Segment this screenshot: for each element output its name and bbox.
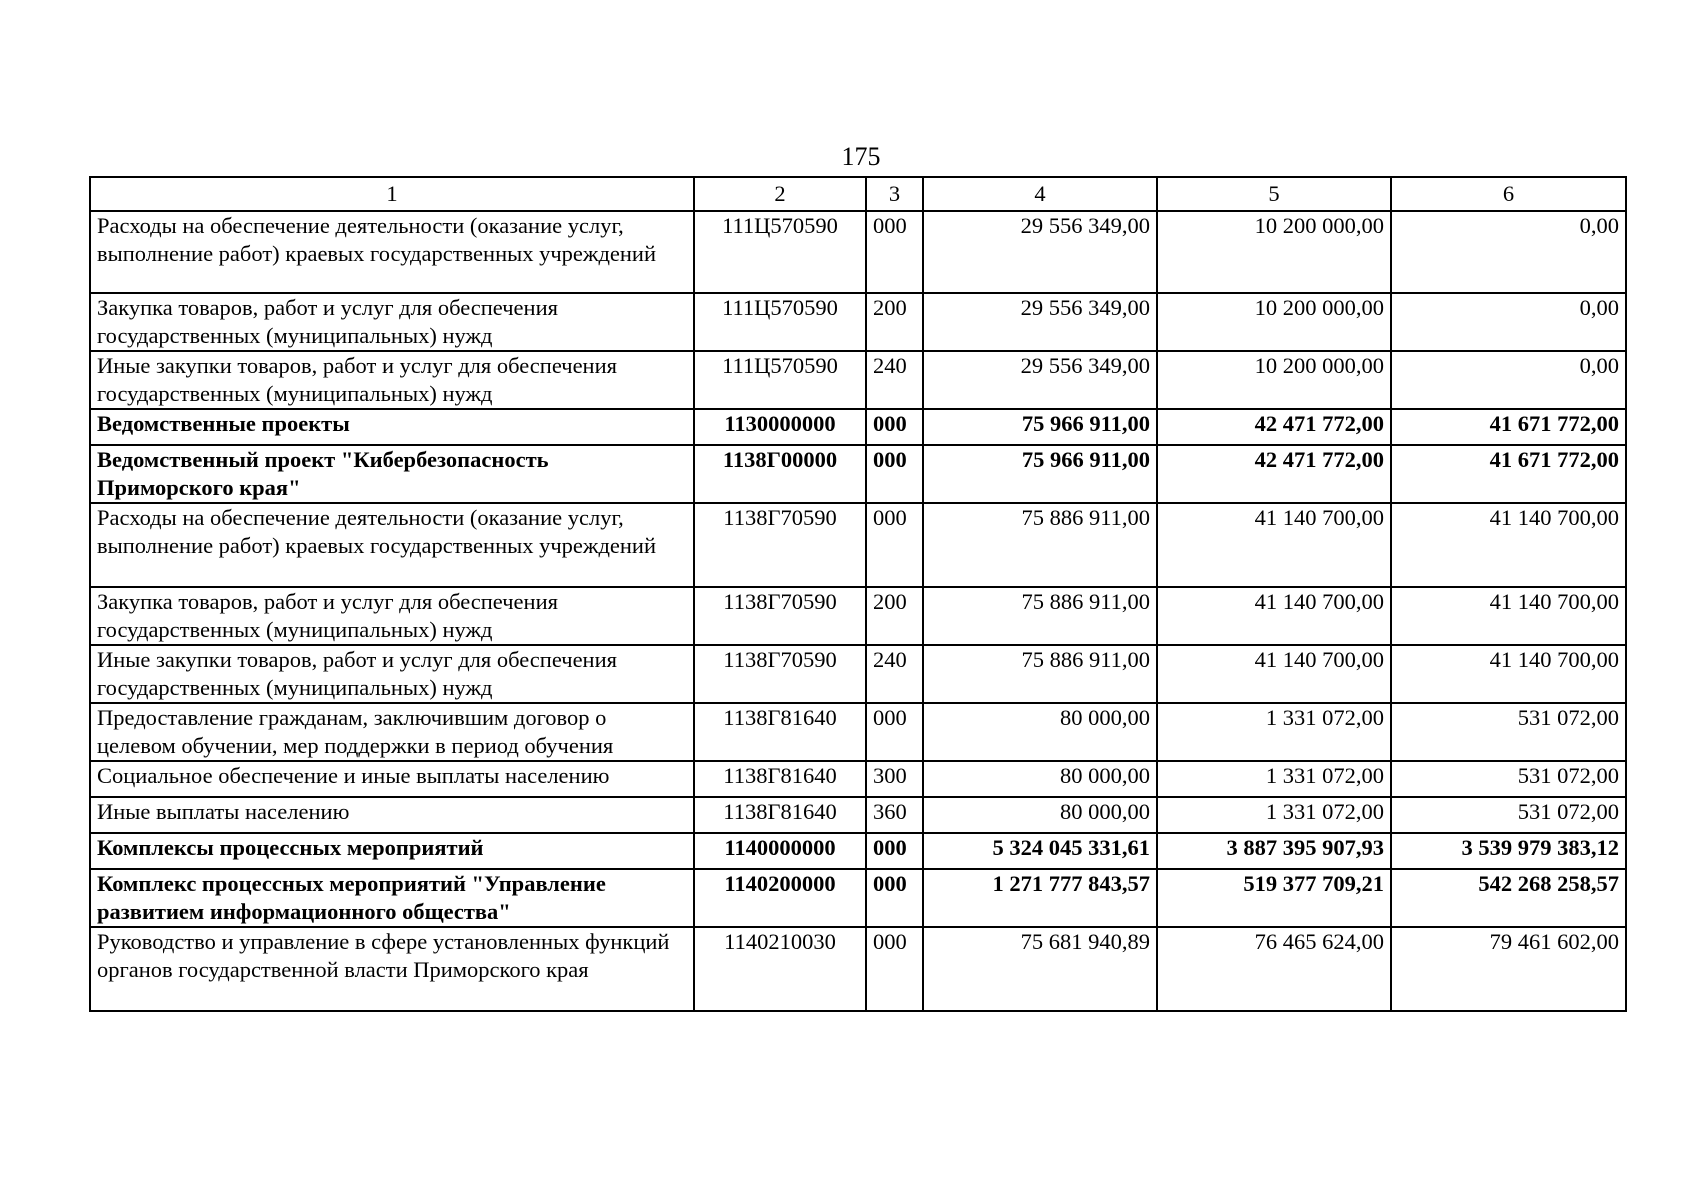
row-kvr: 300 bbox=[866, 761, 923, 797]
row-value-5: 3 887 395 907,93 bbox=[1157, 833, 1391, 869]
row-name: Предоставление гражданам, заключившим договор о целевом обучении, мер поддержки в период обучения bbox=[90, 703, 694, 761]
row-value-5: 41 140 700,00 bbox=[1157, 503, 1391, 587]
row-value-6: 0,00 bbox=[1391, 293, 1626, 351]
row-value-6: 41 140 700,00 bbox=[1391, 587, 1626, 645]
row-value-5: 10 200 000,00 bbox=[1157, 293, 1391, 351]
table-row bbox=[90, 211, 1626, 293]
row-kvr: 360 bbox=[866, 797, 923, 833]
row-value-5: 519 377 709,21 bbox=[1157, 869, 1391, 927]
row-value-4: 75 886 911,00 bbox=[923, 503, 1157, 587]
row-value-4: 75 681 940,89 bbox=[923, 927, 1157, 1011]
row-value-4: 29 556 349,00 bbox=[923, 211, 1157, 293]
row-code: 1140210030 bbox=[694, 927, 866, 1011]
row-code: 1140000000 bbox=[694, 833, 866, 869]
row-value-4: 29 556 349,00 bbox=[923, 351, 1157, 409]
row-value-4: 80 000,00 bbox=[923, 797, 1157, 833]
row-name: Расходы на обеспечение деятельности (оказание услуг, выполнение работ) краевых государственных учреждений bbox=[90, 503, 694, 587]
row-name: Иные выплаты населению bbox=[90, 797, 694, 833]
row-value-5: 10 200 000,00 bbox=[1157, 351, 1391, 409]
row-value-5: 1 331 072,00 bbox=[1157, 797, 1391, 833]
row-value-4: 80 000,00 bbox=[923, 761, 1157, 797]
row-value-4: 75 886 911,00 bbox=[923, 587, 1157, 645]
row-value-5: 10 200 000,00 bbox=[1157, 211, 1391, 293]
row-code: 1138Г70590 bbox=[694, 645, 866, 703]
column-header-1: 1 bbox=[90, 177, 694, 211]
row-kvr: 200 bbox=[866, 587, 923, 645]
table-row bbox=[90, 409, 1626, 445]
table-row bbox=[90, 869, 1626, 927]
column-header-5: 5 bbox=[1157, 177, 1391, 211]
table-row bbox=[90, 703, 1626, 761]
table-header-row bbox=[90, 177, 1626, 211]
row-name: Расходы на обеспечение деятельности (оказание услуг, выполнение работ) краевых государственных учреждений bbox=[90, 211, 694, 293]
row-value-4: 5 324 045 331,61 bbox=[923, 833, 1157, 869]
table-row bbox=[90, 761, 1626, 797]
row-value-6: 41 140 700,00 bbox=[1391, 645, 1626, 703]
row-value-4: 80 000,00 bbox=[923, 703, 1157, 761]
row-value-6: 542 268 258,57 bbox=[1391, 869, 1626, 927]
row-value-4: 75 966 911,00 bbox=[923, 445, 1157, 503]
row-value-5: 76 465 624,00 bbox=[1157, 927, 1391, 1011]
row-value-6: 0,00 bbox=[1391, 211, 1626, 293]
row-value-4: 75 886 911,00 bbox=[923, 645, 1157, 703]
row-name: Закупка товаров, работ и услуг для обеспечения государственных (муниципальных) нужд bbox=[90, 587, 694, 645]
row-value-6: 41 671 772,00 bbox=[1391, 409, 1626, 445]
row-kvr: 000 bbox=[866, 503, 923, 587]
row-value-5: 41 140 700,00 bbox=[1157, 587, 1391, 645]
row-value-5: 42 471 772,00 bbox=[1157, 409, 1391, 445]
row-value-5: 1 331 072,00 bbox=[1157, 703, 1391, 761]
table-row bbox=[90, 351, 1626, 409]
row-value-4: 1 271 777 843,57 bbox=[923, 869, 1157, 927]
row-code: 1130000000 bbox=[694, 409, 866, 445]
row-code: 1138Г81640 bbox=[694, 703, 866, 761]
row-kvr: 240 bbox=[866, 351, 923, 409]
row-code: 111Ц570590 bbox=[694, 293, 866, 351]
row-kvr: 000 bbox=[866, 869, 923, 927]
row-kvr: 000 bbox=[866, 927, 923, 1011]
table-row bbox=[90, 833, 1626, 869]
table-row bbox=[90, 797, 1626, 833]
row-code: 1140200000 bbox=[694, 869, 866, 927]
row-kvr: 000 bbox=[866, 211, 923, 293]
row-name: Руководство и управление в сфере установленных функций органов государственной власти Приморского края bbox=[90, 927, 694, 1011]
row-value-6: 41 140 700,00 bbox=[1391, 503, 1626, 587]
row-value-6: 79 461 602,00 bbox=[1391, 927, 1626, 1011]
row-kvr: 240 bbox=[866, 645, 923, 703]
row-value-6: 0,00 bbox=[1391, 351, 1626, 409]
row-value-5: 1 331 072,00 bbox=[1157, 761, 1391, 797]
row-code: 1138Г81640 bbox=[694, 761, 866, 797]
row-name: Комплекс процессных мероприятий "Управление развитием информационного общества" bbox=[90, 869, 694, 927]
row-value-6: 3 539 979 383,12 bbox=[1391, 833, 1626, 869]
row-kvr: 000 bbox=[866, 409, 923, 445]
row-name: Ведомственные проекты bbox=[90, 409, 694, 445]
row-value-6: 531 072,00 bbox=[1391, 703, 1626, 761]
row-name: Комплексы процессных мероприятий bbox=[90, 833, 694, 869]
table-row bbox=[90, 503, 1626, 587]
row-kvr: 200 bbox=[866, 293, 923, 351]
row-code: 1138Г00000 bbox=[694, 445, 866, 503]
row-value-4: 29 556 349,00 bbox=[923, 293, 1157, 351]
row-value-5: 42 471 772,00 bbox=[1157, 445, 1391, 503]
table-row bbox=[90, 445, 1626, 503]
row-code: 111Ц570590 bbox=[694, 211, 866, 293]
row-kvr: 000 bbox=[866, 703, 923, 761]
row-value-4: 75 966 911,00 bbox=[923, 409, 1157, 445]
table-row bbox=[90, 927, 1626, 1011]
row-name: Закупка товаров, работ и услуг для обеспечения государственных (муниципальных) нужд bbox=[90, 293, 694, 351]
row-name: Иные закупки товаров, работ и услуг для обеспечения государственных (муниципальных) нужд bbox=[90, 645, 694, 703]
table-row bbox=[90, 293, 1626, 351]
column-header-4: 4 bbox=[923, 177, 1157, 211]
row-name: Ведомственный проект "Кибербезопасность Приморского края" bbox=[90, 445, 694, 503]
row-name: Иные закупки товаров, работ и услуг для обеспечения государственных (муниципальных) нужд bbox=[90, 351, 694, 409]
column-header-3: 3 bbox=[866, 177, 923, 211]
row-value-6: 531 072,00 bbox=[1391, 761, 1626, 797]
row-name: Социальное обеспечение и иные выплаты населению bbox=[90, 761, 694, 797]
column-header-6: 6 bbox=[1391, 177, 1626, 211]
column-header-2: 2 bbox=[694, 177, 866, 211]
row-value-5: 41 140 700,00 bbox=[1157, 645, 1391, 703]
table-row bbox=[90, 645, 1626, 703]
row-kvr: 000 bbox=[866, 445, 923, 503]
page-number: 175 bbox=[841, 142, 881, 171]
budget-table bbox=[89, 176, 1627, 1012]
row-code: 1138Г70590 bbox=[694, 587, 866, 645]
row-code: 111Ц570590 bbox=[694, 351, 866, 409]
row-kvr: 000 bbox=[866, 833, 923, 869]
row-value-6: 531 072,00 bbox=[1391, 797, 1626, 833]
row-code: 1138Г81640 bbox=[694, 797, 866, 833]
row-code: 1138Г70590 bbox=[694, 503, 866, 587]
table-row bbox=[90, 587, 1626, 645]
row-value-6: 41 671 772,00 bbox=[1391, 445, 1626, 503]
